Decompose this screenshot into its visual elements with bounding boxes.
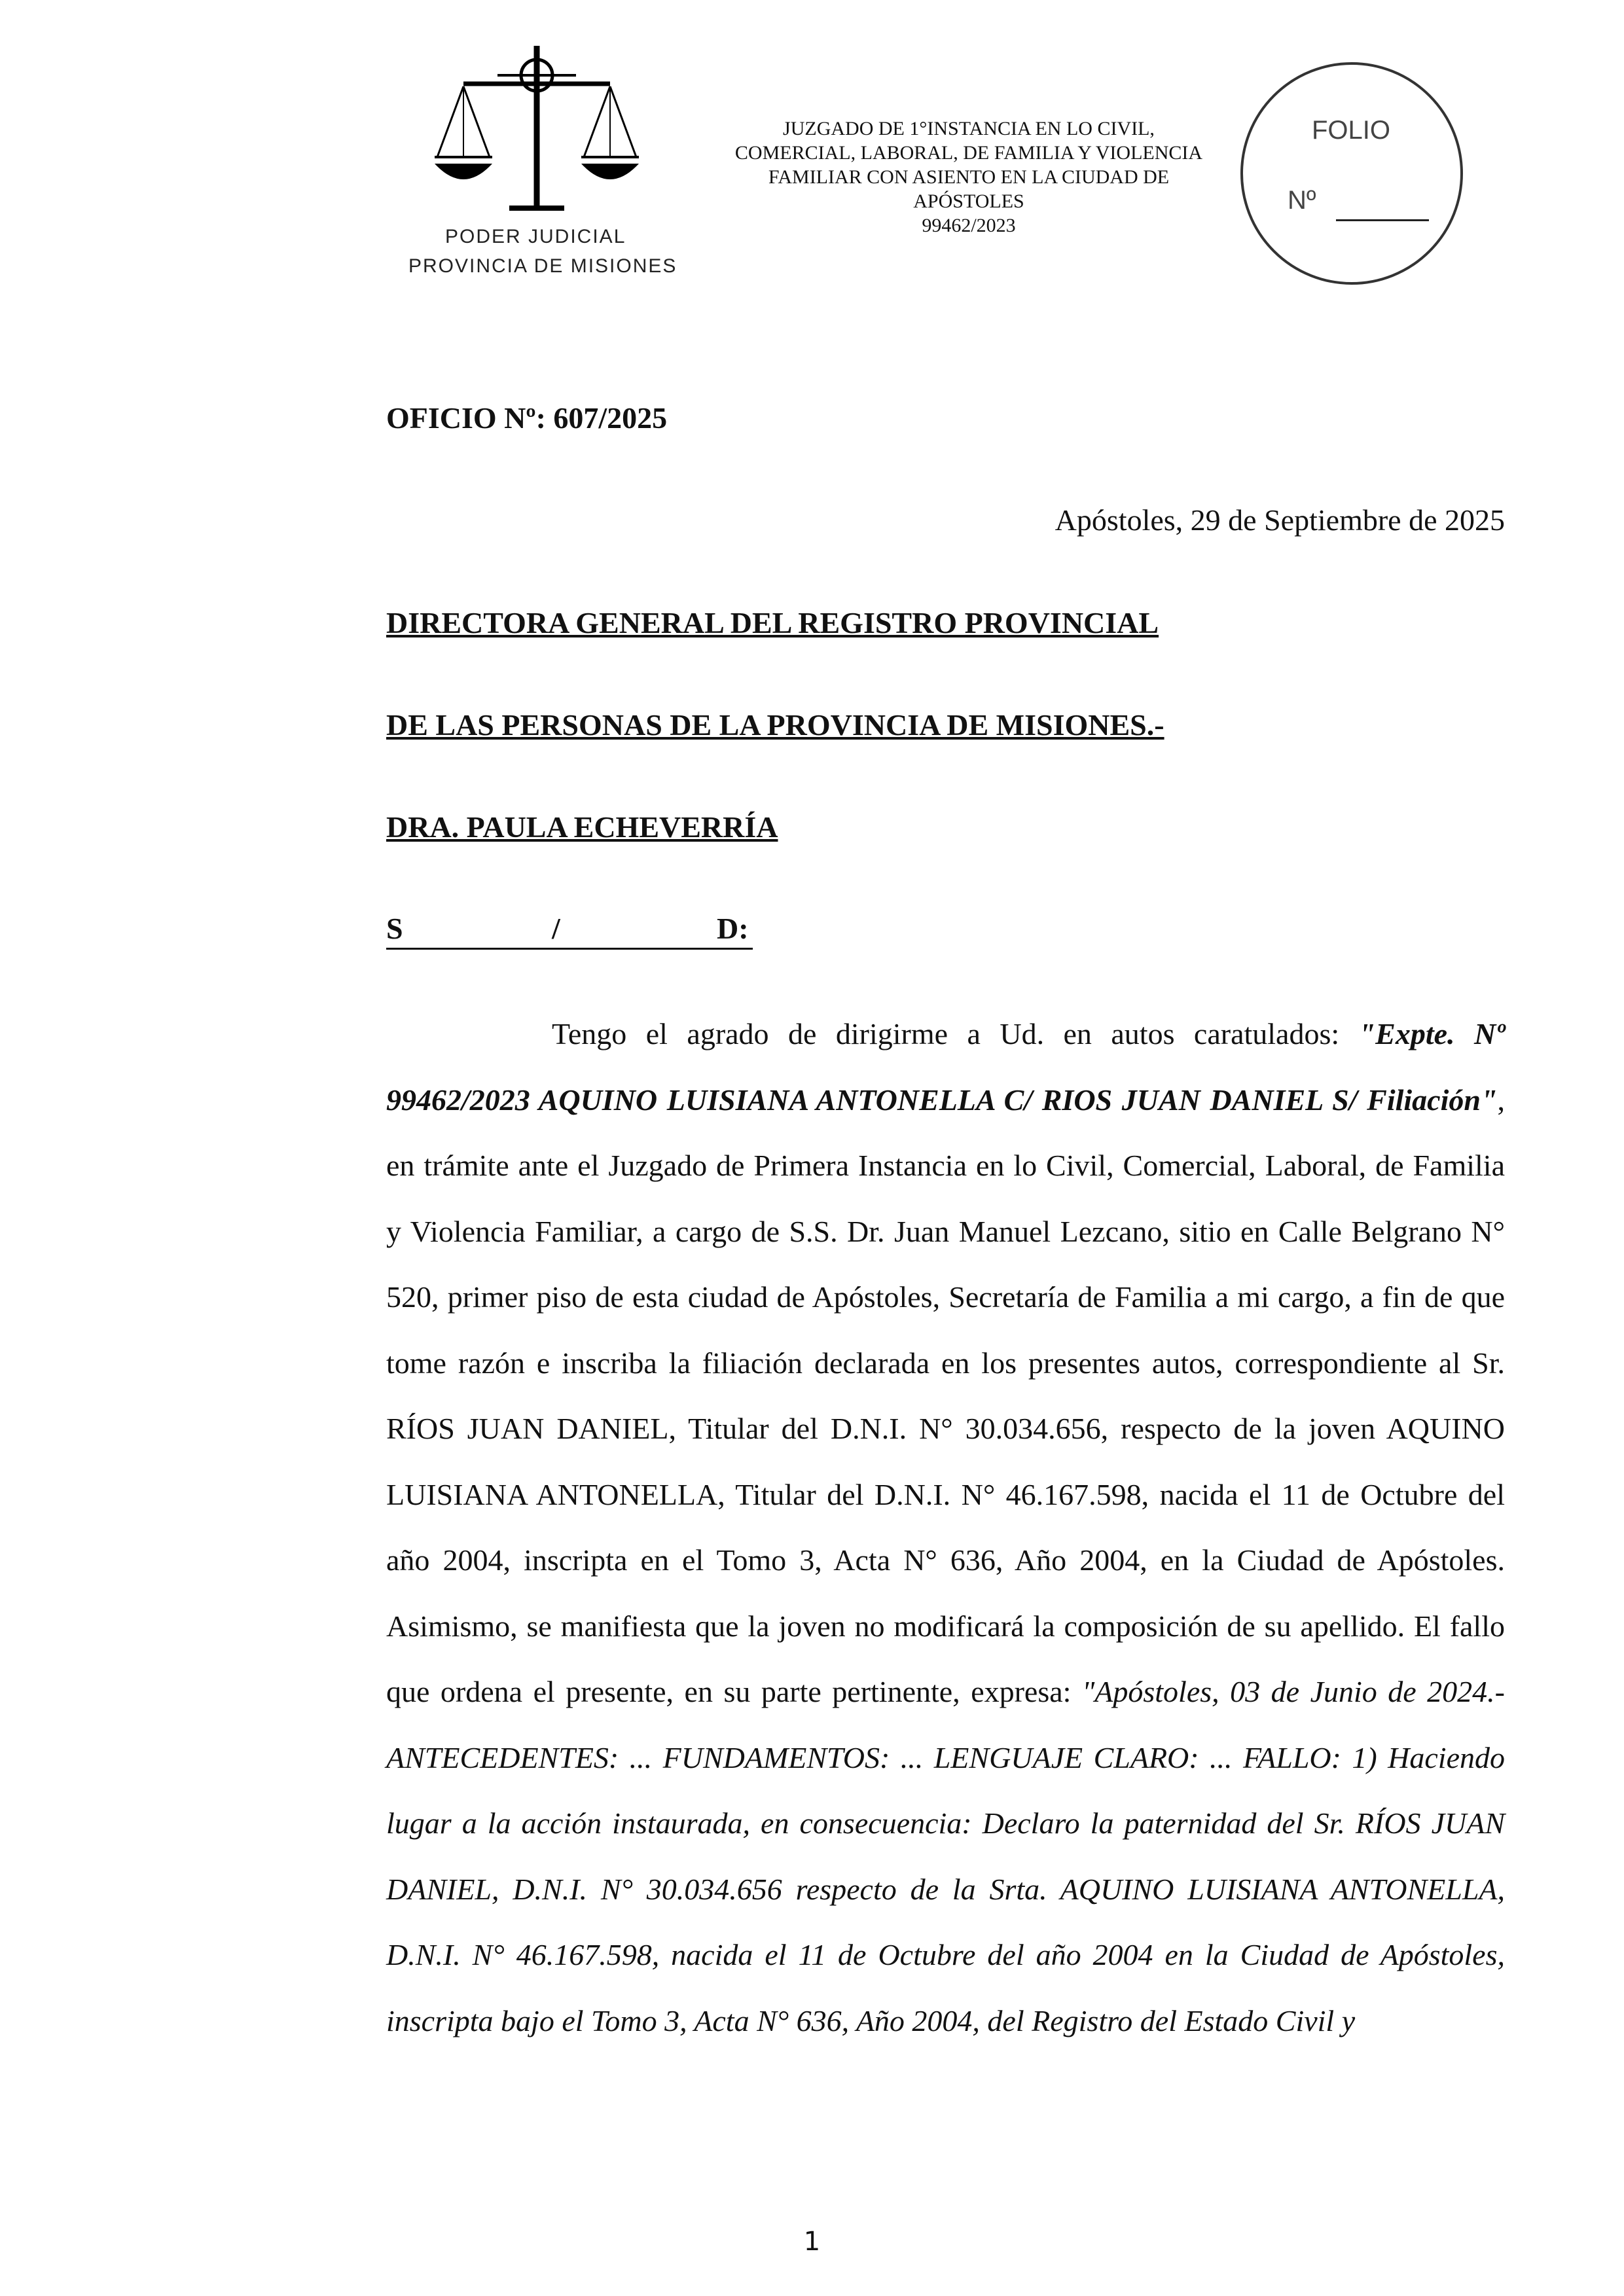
oficio-number: OFICIO Nº: 607/2025	[386, 401, 668, 435]
court-line: COMERCIAL, LABORAL, DE FAMILIA Y VIOLENCIA	[734, 142, 1203, 164]
body-paragraph	[386, 1001, 1505, 2054]
folio-stamp	[1240, 62, 1463, 285]
court-line: APÓSTOLES	[913, 190, 1024, 212]
sd-s: S	[386, 912, 403, 945]
case-caption: "Expte. Nº 99462/2023 AQUINO LUISIANA ANTONELLA C/ RIOS JUAN DANIEL S/ Filiación"	[386, 1017, 1505, 1117]
court-line: FAMILIAR CON ASIENTO EN LA CIUDAD DE	[768, 166, 1170, 188]
sd-d: D:	[717, 912, 749, 945]
para-body: , en trámite ante el Juzgado de Primera Instancia en lo Civil, Comercial, Laboral, de Familia y Violencia Familiar, a cargo de S.S. Dr. Juan Manuel Lezcano, sitio en Calle Belgrano N° 520, primer piso de esta ciudad de Apóstoles, Secretaría de Familia a mi cargo, a fin de que tome razón e inscriba la filiación declarada en los presentes autos, correspondiente al Sr. RÍOS JUAN DANIEL, Titular del D.N.I. N° 30.034.656, respecto de la joven AQUINO LUISIANA ANTONELLA, Titular del D.N.I. N° 46.167.598, nacida el 11 de Octubre del año 2004, inscripta en el Tomo 3, Acta N° 636, Año 2004, en la Ciudad de Apóstoles. Asimismo, se manifiesta que la joven no modificará la composición de su apellido. El fallo que ordena el presente, en su parte pertinente, expresa:	[386, 1083, 1505, 1708]
page-number: 1	[803, 2227, 821, 2257]
document-date: Apóstoles, 29 de Septiembre de 2025	[1055, 503, 1505, 537]
court-line: JUZGADO DE 1°INSTANCIA EN LO CIVIL,	[783, 118, 1155, 139]
stamp-number-blank	[1336, 219, 1429, 221]
addressee-line-1: DIRECTORA GENERAL DEL REGISTRO PROVINCIAL	[386, 606, 1159, 639]
judicial-logo	[393, 39, 681, 288]
ruling-quote: "Apóstoles, 03 de Junio de 2024.- ANTECEDENTES: ... FUNDAMENTOS: ... LENGUAJE CLARO: ... FALLO: 1) Haciendo lugar a la acción instaurada, en consecuencia: Declaro la paternidad del Sr. RÍOS JUAN DANIEL, D.N.I. N° 30.034.656 respecto de la Srta. AQUINO LUISIANA ANTONELLA, D.N.I. N° 46.167.598, nacida el 11 de Octubre del año 2004 en la Ciudad de Apóstoles, inscripta bajo el Tomo 3, Acta N° 636, Año 2004, del Registro del Estado Civil y	[386, 1675, 1506, 2037]
scales-of-justice-icon	[432, 39, 641, 223]
stamp-folio-label: FOLIO	[1312, 116, 1391, 145]
stamp-number-label: Nº	[1288, 186, 1316, 215]
case-number: 99462/2023	[922, 215, 1016, 236]
addressee-name: DRA. PAULA ECHEVERRÍA	[386, 810, 778, 844]
logo-text-provincia: PROVINCIA DE MISIONES	[408, 255, 677, 277]
addressee-line-2: DE LAS PERSONAS DE LA PROVINCIA DE MISIONES.-	[386, 708, 1164, 742]
sd-slash: /	[552, 912, 560, 945]
para-intro: Tengo el agrado de dirigirme a Ud. en autos caratulados:	[552, 1017, 1359, 1050]
logo-text-poder-judicial: PODER JUDICIAL	[445, 226, 626, 247]
salutation-sd	[386, 911, 753, 950]
court-heading	[681, 117, 1257, 238]
